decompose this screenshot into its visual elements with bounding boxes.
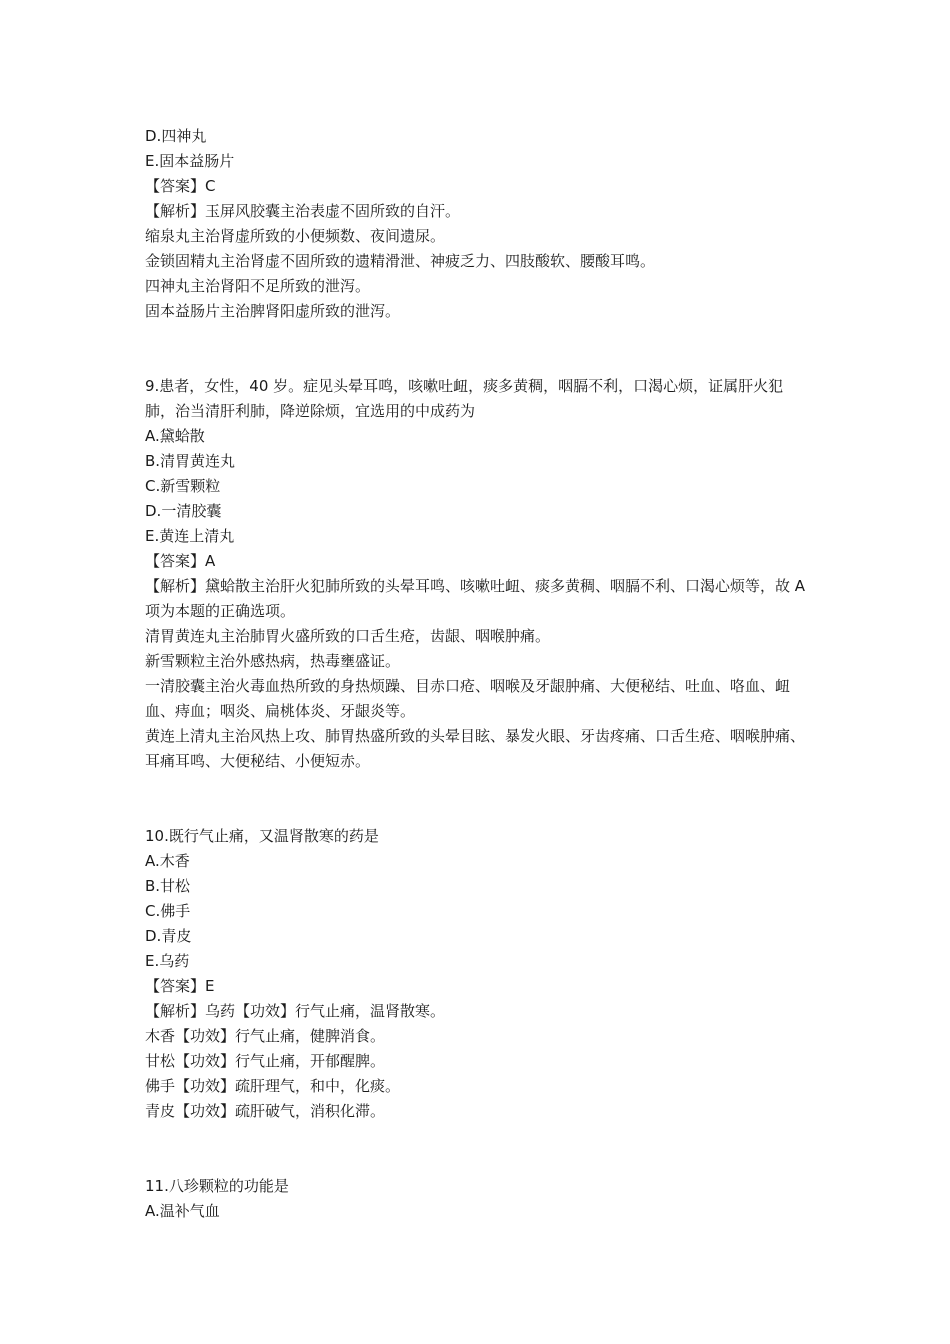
spacer <box>145 774 810 824</box>
answer: 【答案】C <box>145 177 216 195</box>
analysis-line: 缩泉丸主治肾虚所致的小便频数、夜间遗尿。 <box>145 227 446 245</box>
option-d: D.四神丸 <box>145 127 207 145</box>
block-q8-tail <box>145 124 810 324</box>
document-page <box>145 124 810 1224</box>
analysis-line: 佛手【功效】疏肝理气，和中，化痰。 <box>145 1077 401 1095</box>
spacer <box>145 1124 810 1174</box>
analysis-line: 【解析】玉屏风胶囊主治表虚不固所致的自汗。 <box>145 202 461 220</box>
analysis-line: 新雪颗粒主治外感热病，热毒壅盛证。 <box>145 652 401 670</box>
analysis-line: 一清胶囊主治火毒血热所致的身热烦躁、目赤口疮、咽喉及牙龈肿痛、大便秘结、吐血、咯血、衄血、痔血；咽炎、扁桃体炎、牙龈炎等。 <box>145 677 791 720</box>
question-stem: 10.既行气止痛，又温肾散寒的药是 <box>145 827 379 845</box>
option-a: A.温补气血 <box>145 1202 220 1220</box>
option-a: A.木香 <box>145 852 190 870</box>
option-c: C.佛手 <box>145 902 191 920</box>
analysis-line: 甘松【功效】行气止痛，开郁醒脾。 <box>145 1052 386 1070</box>
analysis-line: 金锁固精丸主治肾虚不固所致的遗精滑泄、神疲乏力、四肢酸软、腰酸耳鸣。 <box>145 252 656 270</box>
analysis-line: 固本益肠片主治脾肾阳虚所致的泄泻。 <box>145 302 401 320</box>
option-e: E.固本益肠片 <box>145 152 235 170</box>
question-10 <box>145 824 810 1124</box>
analysis-line: 青皮【功效】疏肝破气，消积化滞。 <box>145 1102 386 1120</box>
analysis-line: 清胃黄连丸主治肺胃火盛所致的口舌生疮，齿龈、咽喉肿痛。 <box>145 627 551 645</box>
analysis-line: 【解析】乌药【功效】行气止痛，温肾散寒。 <box>145 1002 446 1020</box>
option-e: E.乌药 <box>145 952 190 970</box>
analysis-line: 【解析】黛蛤散主治肝火犯肺所致的头晕耳鸣、咳嗽吐衄、痰多黄稠、咽膈不利、口渴心烦等，故 A 项为本题的正确选项。 <box>145 577 806 620</box>
option-d: D.青皮 <box>145 927 192 945</box>
question-stem: 9.患者，女性，40 岁。症见头晕耳鸣，咳嗽吐衄，痰多黄稠，咽膈不利，口渴心烦，证属肝火犯肺，治当清肝利肺，降逆除烦，宜选用的中成药为 <box>145 377 784 420</box>
option-a: A.黛蛤散 <box>145 427 205 445</box>
option-b: B.清胃黄连丸 <box>145 452 236 470</box>
question-11 <box>145 1174 810 1224</box>
analysis-line: 木香【功效】行气止痛，健脾消食。 <box>145 1027 386 1045</box>
answer: 【答案】A <box>145 552 216 570</box>
spacer <box>145 324 810 374</box>
option-c: C.新雪颗粒 <box>145 477 221 495</box>
analysis-line: 黄连上清丸主治风热上攻、肺胃热盛所致的头晕目眩、暴发火眼、牙齿疼痛、口舌生疮、咽喉肿痛、耳痛耳鸣、大便秘结、小便短赤。 <box>145 727 806 770</box>
option-d: D.一清胶囊 <box>145 502 222 520</box>
option-e: E.黄连上清丸 <box>145 527 235 545</box>
option-b: B.甘松 <box>145 877 191 895</box>
analysis-line: 四神丸主治肾阳不足所致的泄泻。 <box>145 277 371 295</box>
question-stem: 11.八珍颗粒的功能是 <box>145 1177 289 1195</box>
answer: 【答案】E <box>145 977 215 995</box>
question-9 <box>145 374 810 774</box>
